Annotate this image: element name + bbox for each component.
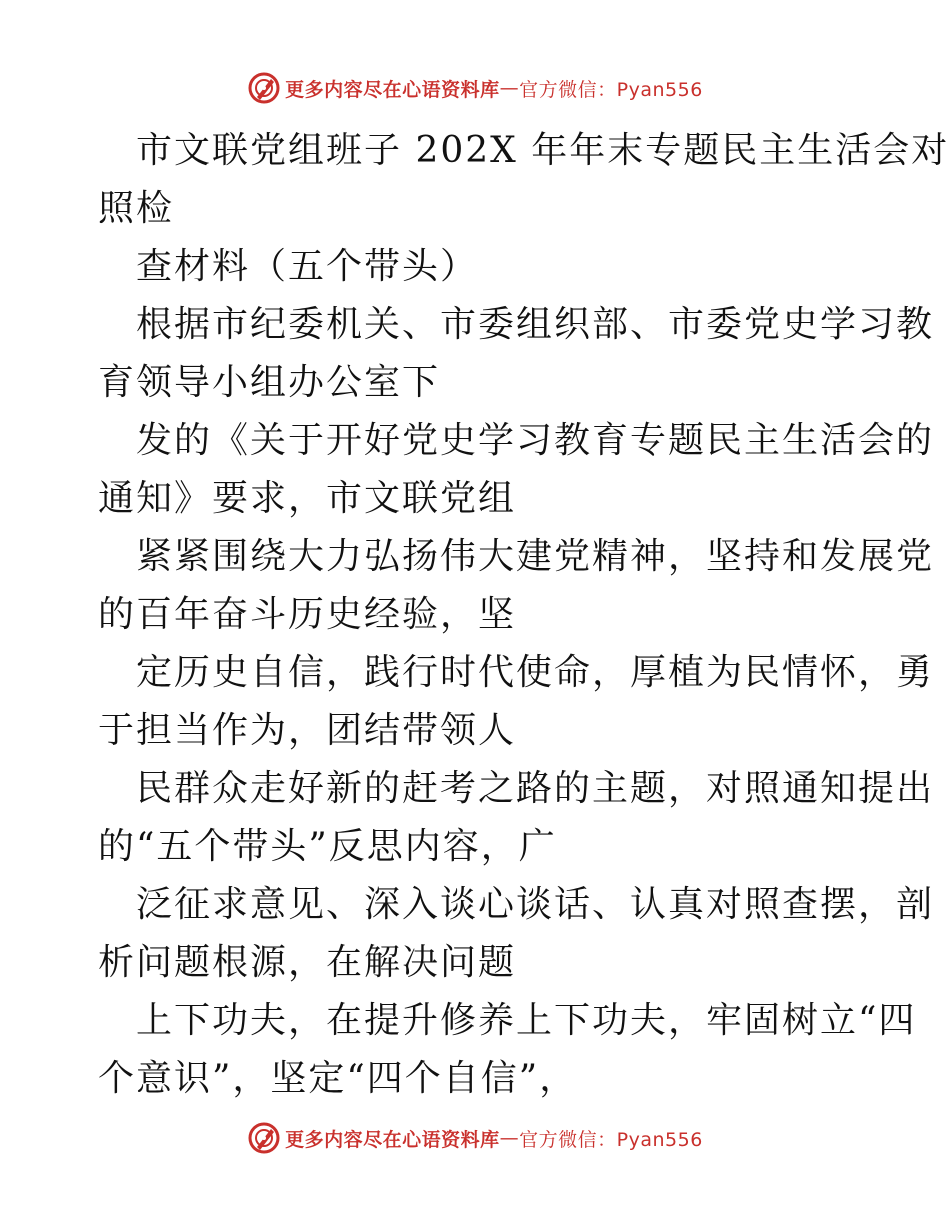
paragraph-line: 民群众走好新的赶考之路的主题，对照通知提出	[136, 768, 935, 809]
title-line-2: 照检	[98, 188, 175, 229]
paragraph-line: 定历史自信，践行时代使命，厚植为民情怀，勇	[136, 652, 935, 693]
paragraph-line: 的“五个带头”反思内容，广	[98, 826, 557, 867]
paragraph-line: 通知》要求，市文联党组	[98, 478, 517, 519]
paragraph-line: 紧紧围绕大力弘扬伟大建党精神，坚持和发展党	[136, 536, 935, 577]
paragraph-line: 发的《关于开好党史学习教育专题民主生活会的	[136, 420, 935, 461]
pen-nib-circle-icon	[247, 1121, 281, 1155]
paragraph-line: 根据市纪委机关、市委组织部、市委党史学习教	[136, 304, 935, 345]
banner-dash: —	[499, 1127, 520, 1149]
banner-wechat-text: 官方微信：Pyan556	[519, 78, 703, 101]
paragraph-line: 的百年奋斗历史经验，坚	[98, 594, 517, 635]
paragraph-line: 育领导小组办公室下	[98, 362, 441, 403]
banner-lead-text: 更多内容尽在心语资料库	[285, 1128, 500, 1151]
header-banner	[0, 68, 950, 108]
paragraph-line: 个意识”，坚定“四个自信”，	[98, 1058, 578, 1099]
pen-nib-circle-icon	[247, 71, 281, 105]
title-line-3: 查材料（五个带头）	[136, 246, 479, 287]
title-line-1: 市文联党组班子 202X 年年末专题民主生活会对	[136, 130, 950, 171]
document-body	[98, 122, 950, 1108]
banner-dash: —	[499, 77, 520, 99]
banner-lead-text: 更多内容尽在心语资料库	[285, 78, 500, 101]
footer-banner	[0, 1118, 950, 1158]
paragraph-line: 泛征求意见、深入谈心谈话、认真对照查摆，剖	[136, 884, 935, 925]
banner-wechat-text: 官方微信：Pyan556	[519, 1128, 703, 1151]
paragraph-line: 于担当作为，团结带领人	[98, 710, 517, 751]
paragraph-line: 上下功夫，在提升修养上下功夫，牢固树立“四	[136, 1000, 917, 1041]
paragraph-line: 析问题根源，在解决问题	[98, 942, 517, 983]
